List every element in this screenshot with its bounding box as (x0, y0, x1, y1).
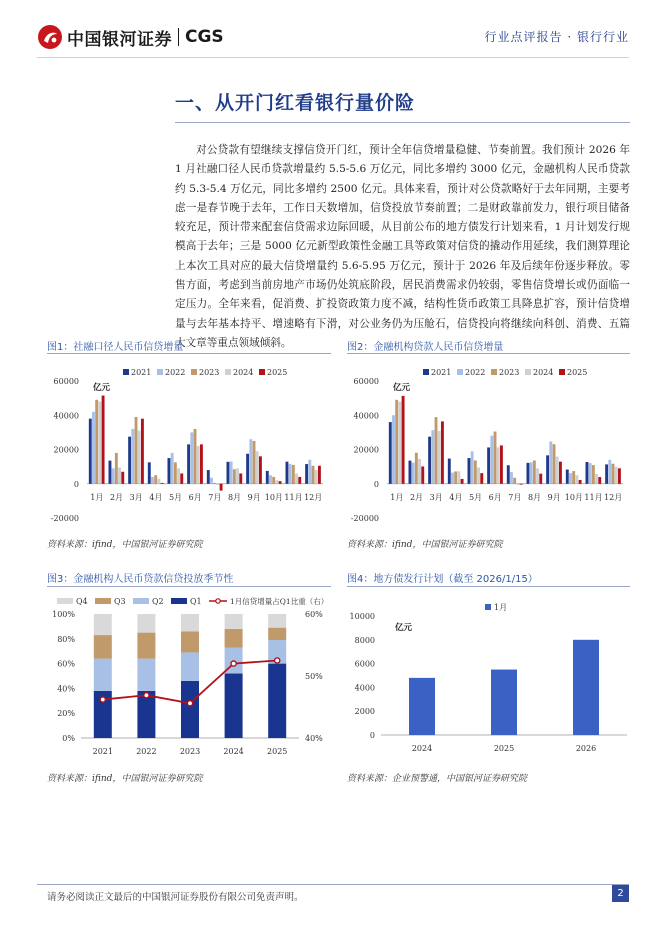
x-tick-label: 1月 (390, 492, 404, 502)
bar-2023-12月 (312, 466, 315, 484)
bar-2023-4月 (154, 475, 157, 484)
legend-label-Q4: Q4 (76, 597, 88, 606)
x-tick-label: 7月 (208, 492, 222, 502)
legend-swatch-2023 (191, 369, 197, 375)
bar-Q4-2023 (181, 614, 199, 631)
bar-2022-4月 (451, 473, 454, 484)
legend-label-Q1: Q1 (190, 597, 202, 606)
bar-2021-5月 (168, 458, 171, 484)
figure-1-chart (47, 358, 331, 530)
bar-2023-2月 (415, 453, 418, 484)
bar-2021-10月 (266, 471, 269, 484)
bar-2021-10月 (566, 470, 569, 484)
footer-divider (37, 884, 629, 885)
y-tick-label: 40000 (53, 411, 79, 421)
y-tick-label: 8000 (354, 635, 375, 645)
figure-2-chart (347, 358, 630, 530)
figure-4-title: 图4：地方债发行计划（截至 2026/1/15） (347, 574, 538, 585)
report-category: 行业点评报告 · 银行行业 (484, 30, 629, 44)
title-underline (175, 122, 630, 123)
legend-swatch-2023 (491, 369, 497, 375)
bar-2024-10月 (575, 475, 578, 484)
legend-label-2024: 2024 (233, 368, 254, 377)
legend-label-2021: 2021 (131, 368, 152, 377)
bar-2021-3月 (128, 437, 131, 484)
figure-3-rule (47, 586, 331, 587)
bar-2025-12月 (318, 466, 321, 484)
bar-2025-1月 (402, 396, 405, 484)
legend-swatch-Q1 (171, 598, 187, 604)
bar-2023-11月 (292, 465, 295, 484)
x-tick-label: 4月 (449, 492, 463, 502)
legend-swatch-Q4 (57, 598, 73, 604)
bar-2022-12月 (308, 460, 311, 484)
bar-2021-8月 (227, 462, 230, 484)
bar-2025-1月 (102, 396, 105, 484)
unit-label: 亿元 (395, 623, 413, 633)
y-tick-label: 40000 (353, 411, 379, 421)
bar-2022-8月 (530, 462, 533, 483)
x-tick-label: 9月 (547, 492, 561, 502)
bar-2023-12月 (612, 464, 615, 484)
share-point-2024 (231, 661, 236, 666)
bar-Q4-2024 (225, 614, 243, 629)
bar-2024-1月 (98, 402, 101, 484)
x-tick-label: 4月 (149, 492, 163, 502)
bar-2025-6月 (200, 444, 203, 483)
x-tick-label: 11月 (284, 492, 303, 502)
bar-2023-6月 (194, 429, 197, 484)
y-tick-label: 60000 (353, 377, 379, 386)
footer-disclaimer: 请务必阅读正文最后的中国银河证券股份有限公司免责声明。 (47, 892, 304, 903)
bar-2023-10月 (572, 471, 575, 484)
bar-2021-1月 (89, 419, 92, 484)
bar-2025-4月 (461, 479, 464, 484)
x-tick-label: 2025 (267, 747, 288, 756)
legend-swatch-2021 (123, 369, 129, 375)
bar-2022-8月 (230, 461, 233, 483)
figure-3-source: 资料来源：ifind，中国银河证券研究院 (47, 774, 203, 784)
bar-2024-12月 (315, 470, 318, 484)
bar-2025-10月 (579, 480, 582, 484)
x-tick-label: 5月 (468, 492, 483, 502)
y-tick-label: 2000 (354, 707, 375, 717)
bar-2023-6月 (494, 432, 497, 484)
figure-1-title: 图1：社融口径人民币信贷增量 (47, 342, 184, 353)
bar-2021-6月 (187, 444, 190, 483)
bar-2024-4月 (457, 471, 460, 484)
bar-2024-6月 (197, 446, 200, 484)
header-divider (37, 57, 629, 58)
figure-3-chart (47, 592, 331, 762)
unit-label: 亿元 (93, 383, 111, 393)
bar-Q1-2025 (268, 664, 286, 738)
bar-2025-8月 (239, 473, 242, 483)
figure-2-rule (347, 353, 630, 354)
x-tick-label: 2024 (411, 744, 433, 753)
bar-Q2-2023 (181, 652, 199, 681)
x-tick-label: 2月 (109, 492, 124, 502)
share-point-2025 (275, 658, 280, 663)
x-tick-label: 2025 (493, 744, 515, 753)
figure-4-chart (347, 592, 630, 762)
bar-2023-7月 (213, 483, 216, 484)
bar-2022-7月 (510, 472, 513, 484)
bar-2024-5月 (177, 468, 180, 483)
x-tick-label: 6月 (488, 492, 502, 502)
y-tick-label: 0% (62, 734, 75, 743)
y-tick-label: 10000 (349, 612, 375, 621)
x-tick-label: 10月 (264, 492, 283, 502)
figure-4-source: 资料来源：企业预警通，中国银河证券研究院 (347, 774, 528, 784)
bar-Q3-2022 (137, 633, 155, 659)
figure-1-source: 资料来源：ifind，中国银河证券研究院 (47, 540, 203, 550)
legend-swatch-2025 (259, 369, 265, 375)
bar-2023-3月 (435, 417, 438, 484)
bar-2024-4月 (157, 479, 160, 484)
share-point-2022 (144, 693, 149, 698)
y-tick-label: 20% (57, 709, 75, 719)
y2-tick-label: 50% (305, 672, 323, 681)
y-tick-label: 0 (369, 731, 375, 740)
bar-2024-9月 (256, 451, 259, 484)
bar-2023-10月 (272, 477, 275, 484)
bar-2022-2月 (412, 463, 415, 484)
bar-2022-5月 (171, 453, 174, 484)
bar-2023-5月 (474, 460, 477, 483)
bar-1月-2026 (573, 640, 599, 735)
legend-label-2023: 2023 (199, 368, 220, 377)
bar-2023-8月 (533, 460, 536, 483)
bar-2022-1月 (392, 415, 395, 484)
bar-2024-2月 (418, 459, 421, 484)
bar-2023-9月 (253, 441, 256, 484)
legend-swatch-Q2 (133, 598, 149, 604)
bar-2025-6月 (500, 445, 503, 483)
legend-label-2025: 2025 (567, 368, 588, 377)
page-number: 2 (612, 885, 629, 902)
bar-2023-11月 (592, 465, 595, 484)
y2-tick-label: 40% (305, 734, 323, 743)
x-tick-label: 10月 (564, 492, 583, 502)
x-tick-label: 1月 (90, 492, 104, 502)
bar-2021-11月 (586, 462, 589, 484)
x-tick-label: 12月 (304, 492, 323, 502)
x-tick-label: 12月 (604, 492, 623, 502)
bar-2022-3月 (431, 430, 434, 484)
bar-2025-7月 (220, 484, 223, 491)
y-tick-label: 4000 (354, 683, 375, 693)
bar-2025-5月 (480, 473, 483, 484)
legend-swatch-2021 (423, 369, 429, 375)
bar-2023-5月 (174, 462, 177, 483)
bar-2021-7月 (207, 470, 210, 484)
bar-Q4-2021 (94, 614, 112, 635)
logo-en-text: CGS (185, 27, 224, 47)
figure-2-title: 图2：金融机构贷款人民币信贷增量 (347, 342, 504, 353)
body-paragraph: 对公贷款有望继续支撑信贷开门红，预计全年信贷增量稳健、节奏前置。我们预计 2026 年 1 月社融口径人民币贷款增量约 5.5-5.6 万亿元，同比多增约 3000 亿元，金融机构人民币贷款约 5.3-5.4 万亿元，同比多增约 2500 亿元。具体来看，预计对公贷款略好于去年同期，主要考虑一是春节晚于去年，工作日天数增加，信贷投放节奏前置；二是财政靠前发力，银行项目储备较充足，预计带来配套信贷需求边际回暖，从目前公布的地方债发行计划来看，1 月计划发行规模高于去年；三是 5000 亿元新型政策性金融工具等政策对信贷的撬动作用延续，我们测算理论上本次工具对应的最大信贷增量约 5.6-5.95 万亿元，预计于 2026 年及后续年份逐步释放。零售方面，考虑到当前房地产市场仍处筑底阶段，居民消费需求仍较弱，零售信贷增长或仍面临一定压力。全年来看，促消费、扩投资政策力度不减，结构性货币政策工具降息扩容，预计信贷增量与去年基本持平、增速略有下滑，对公业务仍为压舱石，信贷投向将继续向科创、消费、五篇大文章等重点领域倾斜。 (175, 144, 630, 349)
bar-2025-10月 (279, 481, 282, 484)
y-tick-label: 80% (57, 634, 75, 644)
legend-label-2023: 2023 (499, 368, 520, 377)
bar-2022-2月 (112, 468, 115, 483)
logo-cn-text: 中国银河证券 (67, 29, 172, 50)
y-tick-label: 0 (73, 479, 79, 489)
bar-2023-4月 (454, 471, 457, 483)
share-point-2021 (100, 697, 105, 702)
legend-label-2024: 2024 (533, 368, 554, 377)
x-tick-label: 11月 (584, 492, 603, 502)
bar-2025-3月 (141, 419, 144, 484)
bar-2024-10月 (275, 480, 278, 483)
bar-2023-7月 (513, 478, 516, 484)
bar-2022-5月 (471, 451, 474, 483)
bar-2023-3月 (135, 417, 138, 484)
logo-divider (178, 28, 179, 46)
bar-2025-2月 (121, 472, 124, 484)
bar-2025-11月 (598, 477, 601, 484)
x-tick-label: 2月 (409, 492, 424, 502)
x-tick-label: 8月 (527, 492, 542, 502)
bar-2023-9月 (553, 444, 556, 484)
legend-label-2022: 2022 (465, 368, 486, 377)
bar-2024-5月 (477, 467, 480, 483)
bar-2024-11月 (295, 473, 298, 483)
bar-Q1-2023 (181, 681, 199, 738)
bar-2024-9月 (556, 457, 559, 484)
bar-2024-11月 (595, 474, 598, 484)
brand-logo (37, 24, 224, 50)
legend-swatch-2024 (525, 369, 531, 375)
x-tick-label: 8月 (227, 492, 242, 502)
bar-2024-7月 (516, 484, 519, 485)
bar-2021-2月 (409, 461, 412, 484)
legend-label-2025: 2025 (267, 368, 288, 377)
bar-2021-4月 (448, 459, 451, 484)
bar-Q2-2022 (137, 659, 155, 691)
bar-2024-3月 (138, 431, 141, 484)
x-tick-label: 2024 (223, 747, 244, 756)
bar-2022-7月 (210, 478, 213, 484)
section-title: 一、从开门红看银行量价险 (175, 92, 416, 114)
bar-2021-12月 (305, 464, 308, 484)
figure-4-rule (347, 586, 630, 587)
bar-2024-1月 (398, 402, 401, 484)
y-tick-label: 6000 (354, 659, 375, 669)
bar-2021-5月 (468, 458, 471, 484)
cgs-logo-icon (37, 24, 63, 50)
bar-2022-4月 (151, 477, 154, 484)
figure-2-source: 资料来源：ifind，中国银河证券研究院 (347, 540, 503, 550)
x-tick-label: 2021 (92, 747, 113, 756)
bar-Q4-2022 (137, 614, 155, 633)
bar-2021-3月 (428, 437, 431, 484)
legend-swatch-2025 (559, 369, 565, 375)
bar-2024-6月 (497, 447, 500, 483)
legend-label-1月: 1月 (494, 603, 508, 612)
x-tick-label: 6月 (188, 492, 202, 502)
bar-2024-12月 (615, 467, 618, 484)
bar-2021-9月 (246, 454, 249, 484)
bar-2021-4月 (148, 462, 151, 483)
bar-2022-11月 (589, 463, 592, 484)
bar-Q3-2021 (94, 635, 112, 659)
legend-label-Q3: Q3 (114, 597, 126, 606)
bar-Q4-2025 (268, 614, 286, 628)
x-tick-label: 3月 (129, 492, 143, 502)
bar-2025-9月 (259, 456, 262, 483)
y-tick-label: 60000 (53, 377, 79, 386)
y-tick-label: 40% (57, 684, 75, 694)
page-header (0, 0, 662, 60)
bar-2021-1月 (389, 422, 392, 484)
bar-2022-6月 (190, 432, 193, 483)
bar-2025-7月 (520, 484, 523, 485)
bar-2022-12月 (608, 460, 611, 484)
x-tick-label: 9月 (247, 492, 261, 502)
y-tick-label: 0 (373, 479, 379, 489)
bar-Q1-2024 (225, 674, 243, 738)
legend-swatch-Q3 (95, 598, 111, 604)
bar-2021-6月 (487, 447, 490, 483)
bar-1月-2024 (409, 678, 435, 735)
x-tick-label: 7月 (508, 492, 522, 502)
y-tick-label: 20000 (353, 445, 379, 455)
x-tick-label: 2022 (136, 747, 157, 756)
bar-2025-12月 (618, 468, 621, 483)
bar-1月-2025 (491, 670, 517, 735)
bar-2021-11月 (286, 462, 289, 484)
bar-2022-10月 (269, 475, 272, 484)
bar-2021-2月 (109, 461, 112, 484)
legend-swatch-2022 (157, 369, 163, 375)
y-tick-label: 100% (52, 610, 75, 619)
bar-2023-2月 (115, 453, 118, 484)
bar-2025-2月 (421, 466, 424, 483)
y-tick-label: -20000 (350, 514, 379, 523)
legend-line-label: 1月信贷增量占Q1比重（右） (230, 597, 329, 606)
bar-2021-9月 (546, 455, 549, 483)
legend-swatch-2024 (225, 369, 231, 375)
y2-tick-label: 60% (305, 610, 323, 619)
bar-2025-5月 (180, 473, 183, 483)
x-tick-label: 2023 (179, 747, 201, 756)
bar-2021-12月 (605, 464, 608, 483)
bar-Q3-2023 (181, 631, 199, 652)
share-point-2023 (187, 701, 192, 706)
bar-2022-10月 (569, 473, 572, 484)
bar-2024-8月 (236, 468, 239, 483)
bar-2025-11月 (298, 477, 301, 484)
bar-2025-8月 (539, 474, 542, 484)
bar-2023-8月 (233, 469, 236, 484)
bar-Q3-2025 (268, 628, 286, 640)
y-tick-label: 60% (57, 659, 75, 669)
bar-2024-2月 (118, 467, 121, 483)
bar-2024-8月 (536, 468, 539, 483)
legend-swatch-2022 (457, 369, 463, 375)
bar-2025-3月 (441, 421, 444, 483)
bar-2024-3月 (438, 431, 441, 484)
figure-1-rule (47, 353, 331, 354)
x-tick-label: 2026 (575, 744, 597, 753)
legend-line-marker (216, 599, 220, 603)
bar-Q3-2024 (225, 629, 243, 648)
bar-2023-1月 (395, 400, 398, 484)
legend-swatch-1月 (485, 604, 491, 610)
legend-label-2022: 2022 (165, 368, 186, 377)
bar-2025-9月 (559, 462, 562, 484)
legend-label-Q2: Q2 (152, 597, 164, 606)
x-tick-label: 5月 (168, 492, 183, 502)
bar-2021-7月 (507, 465, 510, 483)
x-tick-label: 3月 (429, 492, 443, 502)
legend-label-2021: 2021 (431, 368, 452, 377)
bar-2022-3月 (131, 429, 134, 484)
bar-2022-9月 (249, 439, 252, 484)
bar-2021-8月 (527, 463, 530, 484)
bar-2022-1月 (92, 412, 95, 484)
bar-2024-7月 (216, 484, 219, 485)
y-tick-label: 20000 (53, 445, 79, 455)
bar-2022-9月 (549, 441, 552, 483)
bar-2023-1月 (95, 400, 98, 484)
figure-3-title: 图3：金融机构人民币贷款信贷投放季节性 (47, 574, 234, 585)
bar-Q2-2021 (94, 659, 112, 691)
bar-2022-6月 (490, 436, 493, 484)
unit-label: 亿元 (393, 383, 411, 393)
bar-2025-4月 (161, 483, 164, 484)
y-tick-label: -20000 (50, 514, 79, 523)
bar-2022-11月 (289, 464, 292, 484)
